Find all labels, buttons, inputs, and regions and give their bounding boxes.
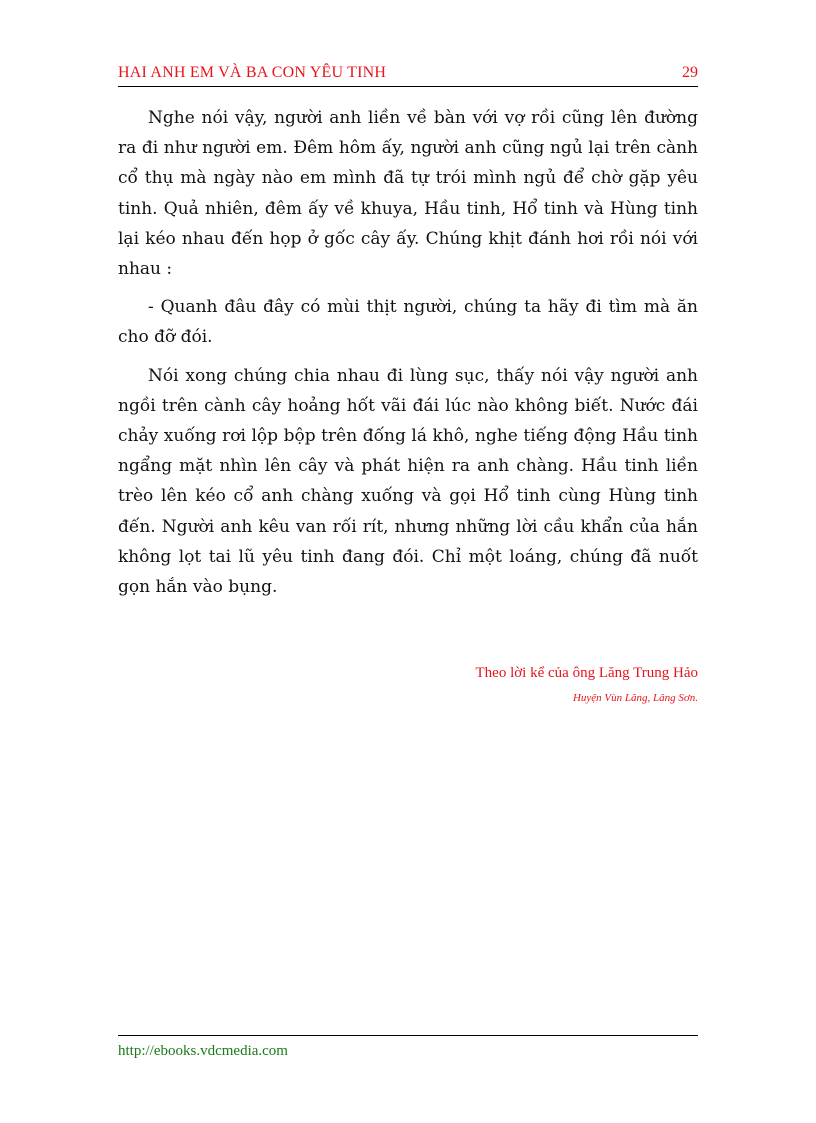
story-body bbox=[118, 103, 698, 610]
paragraph: Nghe nói vậy, người anh liền về bàn với vợ rồi cũng lên đường ra đi như người em. Đêm hôm ấy, người anh cũng ngủ lại trên cành cổ thụ mà ngày nào em mình đã tự trói mình ngủ để chờ gặp yêu tinh. Quả nhiên, đêm ấy về khuya, Hầu tinh, Hổ tinh và Hùng tinh lại kéo nhau đến họp ở gốc cây ấy. Chúng khịt đánh hơi rồi nói với nhau : bbox=[118, 108, 698, 280]
running-header bbox=[118, 64, 698, 87]
credit-place: Huyện Vùn Lăng, Lăng Sơn. bbox=[572, 692, 698, 704]
credit-teller: Theo lời kể của ông Lăng Trung Hảo bbox=[475, 665, 698, 681]
footer-url-link[interactable]: http://ebooks.vdcmedia.com bbox=[118, 1043, 288, 1059]
page-number: 29 bbox=[682, 64, 698, 81]
footer-divider bbox=[118, 1035, 698, 1036]
chapter-title: HAI ANH EM VÀ BA CON YÊU TINH bbox=[118, 64, 387, 81]
dialogue-paragraph: - Quanh đâu đây có mùi thịt người, chúng ta hãy đi tìm mà ăn cho đỡ đói. bbox=[118, 297, 698, 348]
paragraph: Nói xong chúng chia nhau đi lùng sục, thấy nói vậy người anh ngồi trên cành cây hoảng hốt vãi đái lúc nào không biết. Nước đái chảy xuống rơi lộp bộp trên đống lá khô, nghe tiếng động Hầu tinh ngẩng mặt nhìn lên cây và phát hiện ra anh chàng. Hầu tinh liền trèo lên kéo cổ anh chàng xuống và gọi Hổ tinh cùng Hùng tinh đến. Người anh kêu van rối rít, nhưng những lời cầu khẩn của hắn không lọt tai lũ yêu tinh đang đói. Chỉ một loáng, chúng đã nuốt gọn hắn vào bụng. bbox=[118, 365, 698, 598]
